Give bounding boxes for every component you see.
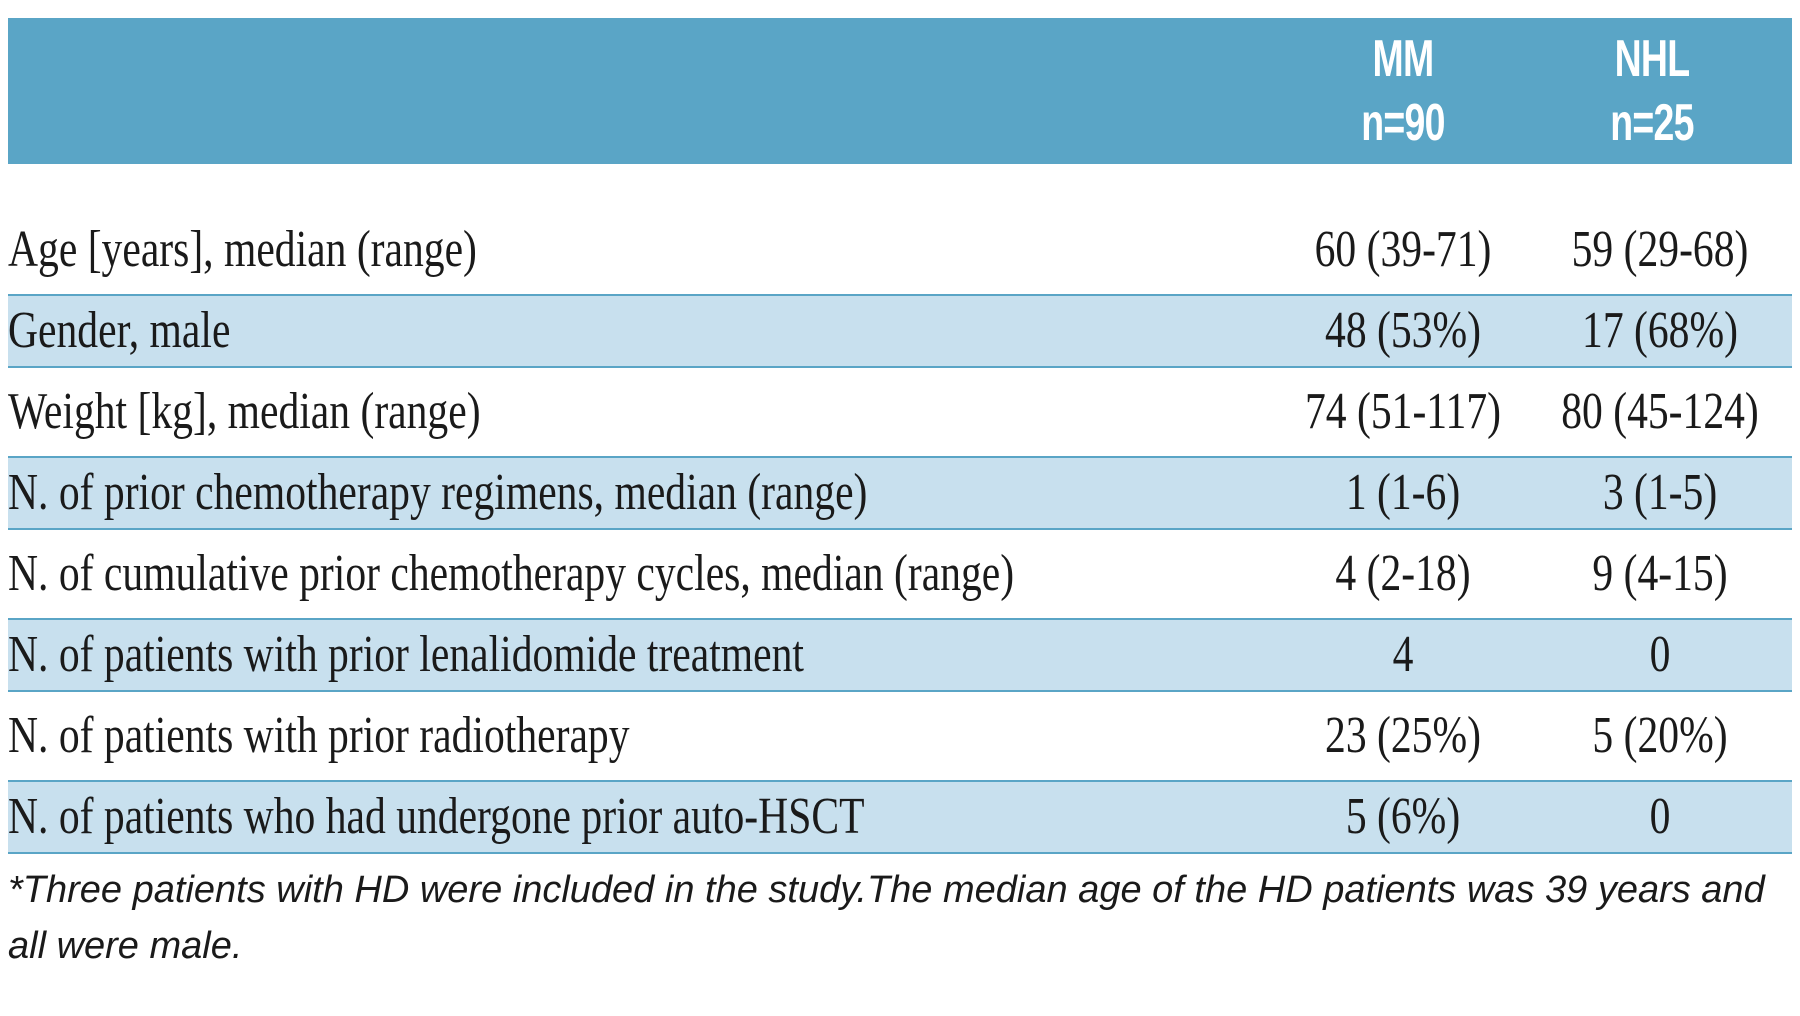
row-label: N. of cumulative prior chemotherapy cycles, median (range) [8,545,1015,602]
patient-characteristics-table [8,18,1792,974]
column-header-nhl-n: n=25 [1610,94,1694,152]
cell-mm: 74 (51-117) [1304,383,1502,440]
table-row-prior-regimens [8,456,1792,530]
column-header-mm [1313,18,1493,164]
cell-nhl: 0 [1649,626,1671,683]
cell-mm: 5 (6%) [1345,788,1461,845]
row-label: Age [years], median (range) [8,221,477,278]
cell-nhl: 5 (20%) [1592,707,1728,764]
table-header [8,18,1792,164]
table-row-weight [8,368,1792,456]
cell-mm: 23 (25%) [1325,707,1481,764]
cell-nhl: 0 [1649,788,1671,845]
table-row-prior-lenalidomide [8,618,1792,692]
cell-nhl: 59 (29-68) [1571,221,1749,278]
cell-mm: 4 (2-18) [1335,545,1471,602]
cell-nhl: 80 (45-124) [1561,383,1759,440]
row-label: N. of patients who had undergone prior auto-HSCT [8,788,865,845]
table-row-prior-auto-hsct [8,780,1792,854]
column-header-mm-n: n=90 [1361,94,1445,152]
cell-mm: 1 (1-6) [1345,464,1461,521]
cell-nhl: 9 (4-15) [1592,545,1728,602]
column-header-mm-name: MM [1372,30,1434,88]
cell-nhl: 3 (1-5) [1602,464,1718,521]
cell-mm: 4 [1392,626,1414,683]
cell-mm: 60 (39-71) [1314,221,1492,278]
table-row-prior-cycles [8,530,1792,618]
row-label: N. of prior chemotherapy regimens, median (range) [8,464,868,521]
table-footnote: *Three patients with HD were included in the study.The median age of the HD patients was 39 years and all were male. [8,869,1765,967]
table-row-gender [8,294,1792,368]
column-header-nhl-name: NHL [1614,30,1690,88]
table-row-age [8,206,1792,294]
header-spacer [8,164,1792,206]
column-header-nhl [1563,18,1742,164]
row-label: Weight [kg], median (range) [8,383,481,440]
cell-mm: 48 (53%) [1325,302,1481,359]
row-label: Gender, male [8,302,231,359]
cell-nhl: 17 (68%) [1582,302,1738,359]
table-row-prior-radiotherapy [8,692,1792,780]
row-label: N. of patients with prior radiotherapy [8,707,630,764]
row-label: N. of patients with prior lenalidomide treatment [8,626,804,683]
